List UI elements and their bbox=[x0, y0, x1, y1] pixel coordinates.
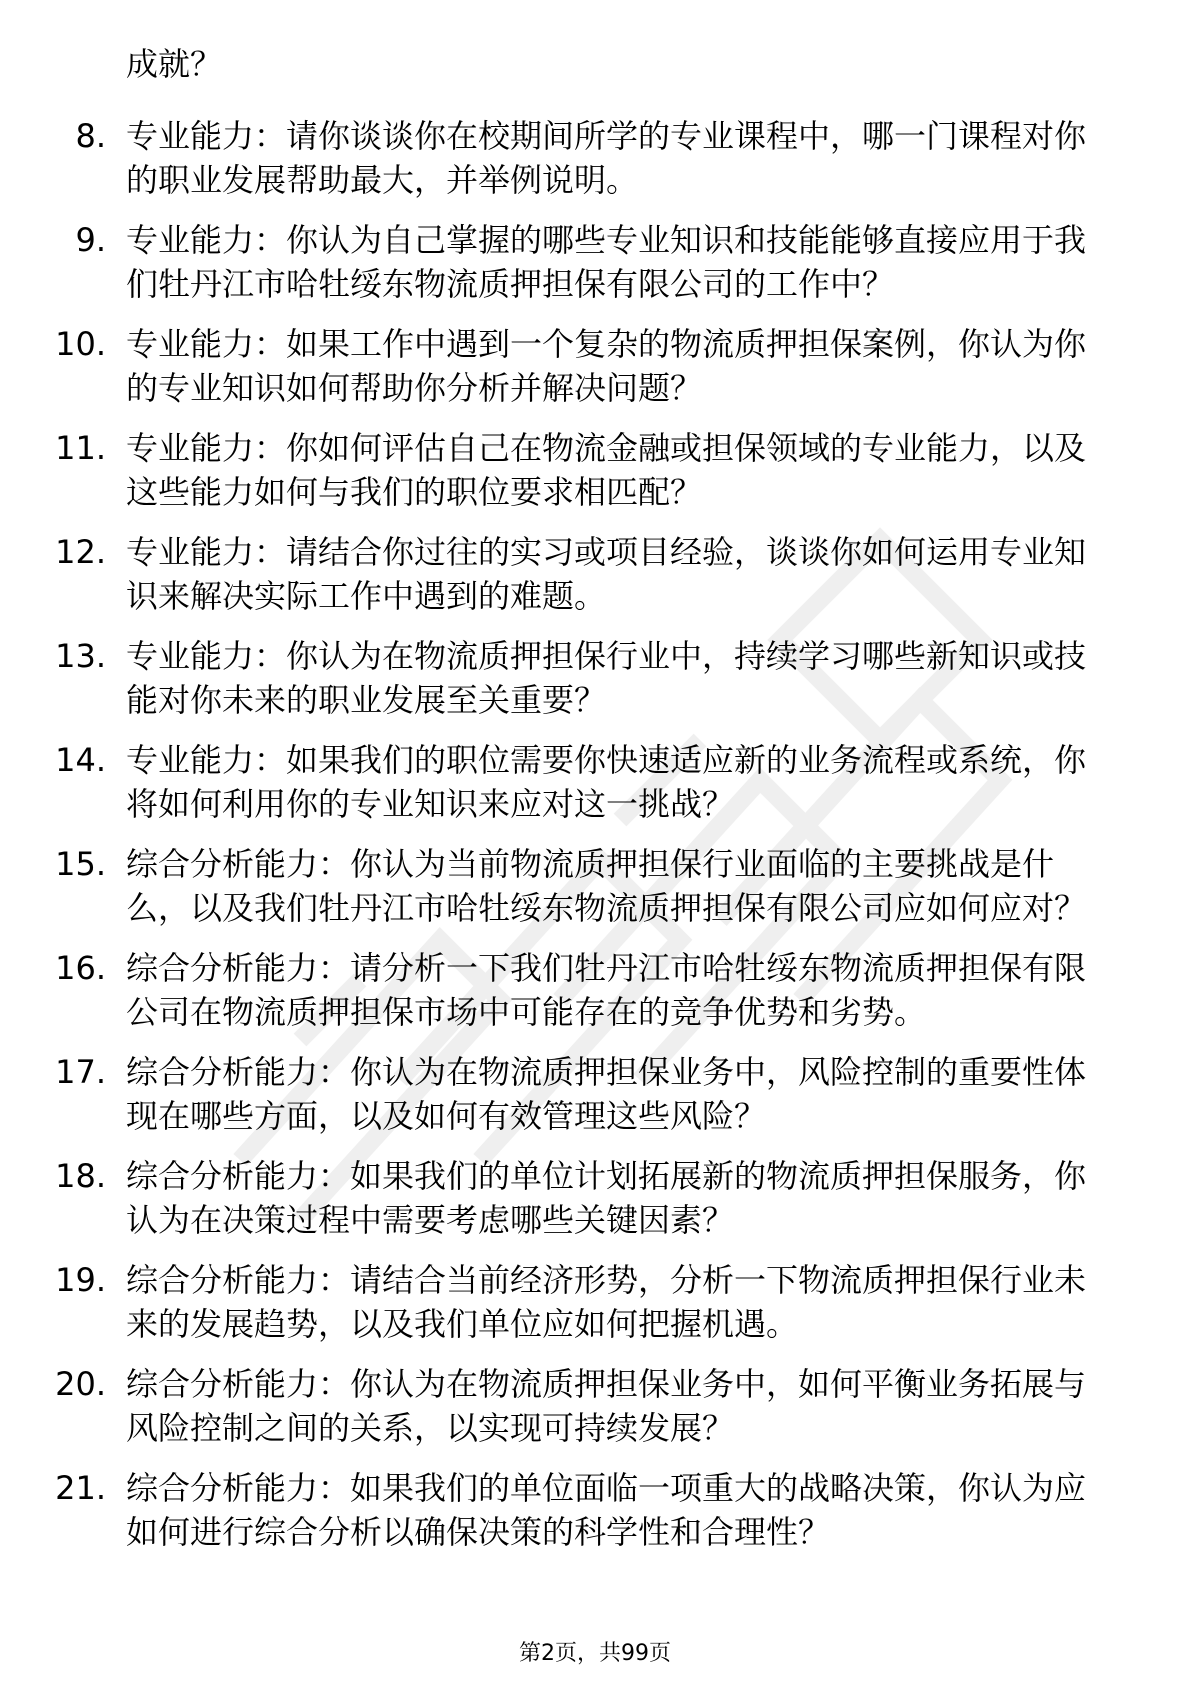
question-text: 专业能力：如果我们的职位需要你快速适应新的业务流程或系统，你将如何利用你的专业知识来应对这一挑战？ bbox=[126, 741, 1087, 823]
question-text: 专业能力：请你谈谈你在校期间所学的专业课程中，哪一门课程对你的职业发展帮助最大，并举例说明。 bbox=[126, 117, 1087, 199]
question-number: 13. bbox=[55, 637, 106, 675]
question-number: 12. bbox=[55, 533, 106, 571]
continuation-text: 成就？ bbox=[126, 45, 223, 83]
question-number: 21. bbox=[55, 1469, 106, 1507]
list-item-continuation bbox=[0, 42, 1190, 86]
question-number: 8. bbox=[75, 117, 106, 155]
question-number: 10. bbox=[55, 325, 106, 363]
question-number: 15. bbox=[55, 845, 106, 883]
question-text: 综合分析能力：请分析一下我们牡丹江市哈牡绥东物流质押担保有限公司在物流质押担保市场中可能存在的竞争优势和劣势。 bbox=[126, 949, 1087, 1031]
list-item bbox=[0, 1050, 1190, 1138]
question-text: 综合分析能力：如果我们的单位计划拓展新的物流质押担保服务，你认为在决策过程中需要考虑哪些关键因素？ bbox=[126, 1157, 1087, 1239]
list-item bbox=[0, 114, 1190, 202]
list-item bbox=[0, 218, 1190, 306]
question-text: 综合分析能力：你认为当前物流质押担保行业面临的主要挑战是什么，以及我们牡丹江市哈牡绥东物流质押担保有限公司应如何应对？ bbox=[126, 845, 1087, 927]
question-text: 综合分析能力：你认为在物流质押担保业务中，如何平衡业务拓展与风险控制之间的关系，以实现可持续发展？ bbox=[126, 1365, 1087, 1447]
question-number: 18. bbox=[55, 1157, 106, 1195]
question-number: 16. bbox=[55, 949, 106, 987]
question-number: 19. bbox=[55, 1261, 106, 1299]
question-text: 综合分析能力：如果我们的单位面临一项重大的战略决策，你认为应如何进行综合分析以确保决策的科学性和合理性？ bbox=[126, 1469, 1087, 1551]
list-item bbox=[0, 842, 1190, 930]
question-number: 11. bbox=[55, 429, 106, 467]
question-text: 专业能力：你认为自己掌握的哪些专业知识和技能能够直接应用于我们牡丹江市哈牡绥东物流质押担保有限公司的工作中？ bbox=[126, 221, 1087, 303]
question-text: 专业能力：如果工作中遇到一个复杂的物流质押担保案例，你认为你的专业知识如何帮助你分析并解决问题？ bbox=[126, 325, 1087, 407]
list-item bbox=[0, 1362, 1190, 1450]
question-text: 专业能力：请结合你过往的实习或项目经验，谈谈你如何运用专业知识来解决实际工作中遇到的难题。 bbox=[126, 533, 1087, 615]
question-text: 综合分析能力：请结合当前经济形势，分析一下物流质押担保行业未来的发展趋势，以及我们单位应如何把握机遇。 bbox=[126, 1261, 1087, 1343]
list-item bbox=[0, 946, 1190, 1034]
list-item bbox=[0, 1466, 1190, 1554]
list-item bbox=[0, 634, 1190, 722]
question-list bbox=[0, 42, 1190, 1570]
question-number: 20. bbox=[55, 1365, 106, 1403]
question-number: 9. bbox=[75, 221, 106, 259]
page-footer bbox=[0, 1640, 1190, 1668]
page-number-label: 第2页，共99页 bbox=[519, 1641, 671, 1666]
list-item bbox=[0, 1258, 1190, 1346]
list-item bbox=[0, 738, 1190, 826]
question-number: 14. bbox=[55, 741, 106, 779]
question-text: 综合分析能力：你认为在物流质押担保业务中，风险控制的重要性体现在哪些方面，以及如何有效管理这些风险？ bbox=[126, 1053, 1087, 1135]
question-text: 专业能力：你认为在物流质押担保行业中，持续学习哪些新知识或技能对你未来的职业发展至关重要？ bbox=[126, 637, 1087, 719]
list-item bbox=[0, 426, 1190, 514]
question-number: 17. bbox=[55, 1053, 106, 1091]
list-item bbox=[0, 530, 1190, 618]
list-item bbox=[0, 322, 1190, 410]
list-item bbox=[0, 1154, 1190, 1242]
question-text: 专业能力：你如何评估自己在物流金融或担保领域的专业能力，以及这些能力如何与我们的职位要求相匹配？ bbox=[126, 429, 1087, 511]
